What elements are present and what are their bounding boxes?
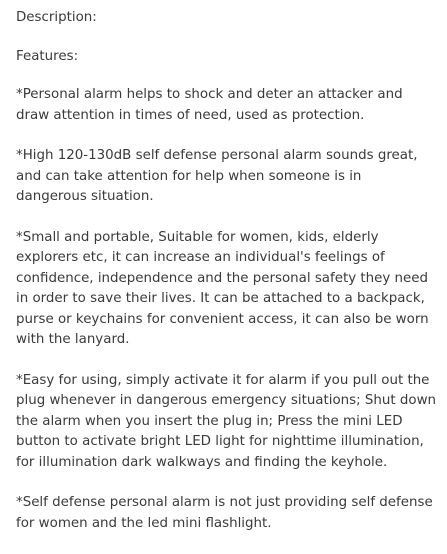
features-heading: Features:	[16, 48, 79, 64]
feature-paragraph-2: *High 120-130dB self defense personal alarm sounds great, and can take attention for help when someone is in dangerous situation.	[16, 148, 418, 204]
description-heading: Description:	[16, 10, 97, 25]
feature-paragraph-5: *Self defense personal alarm is not just providing self defense for women and the led mini flashlight.	[16, 495, 433, 531]
feature-paragraph-4: *Easy for using, simply activate it for alarm if you pull out the plug whenever in dangerous emergency situations; Shut down the alarm when you insert the plug in; Press the mini LED button to activate bright LED light for nighttime illumination, for illumination dark walkways and finding the keyhole.	[16, 372, 437, 470]
product-description	[16, 8, 436, 554]
feature-paragraph-3: *Small and portable, Suitable for women, kids, elderly explorers etc, it can increase an individual's feelings of confidence, independence and the personal safety they need in order to save their lives. It can be attached to a backpack, purse or keychains for convenient access, it can also be worn with the lanyard.	[16, 229, 429, 347]
feature-paragraph-1: *Personal alarm helps to shock and deter an attacker and draw attention in times of need, used as protection.	[16, 87, 403, 123]
